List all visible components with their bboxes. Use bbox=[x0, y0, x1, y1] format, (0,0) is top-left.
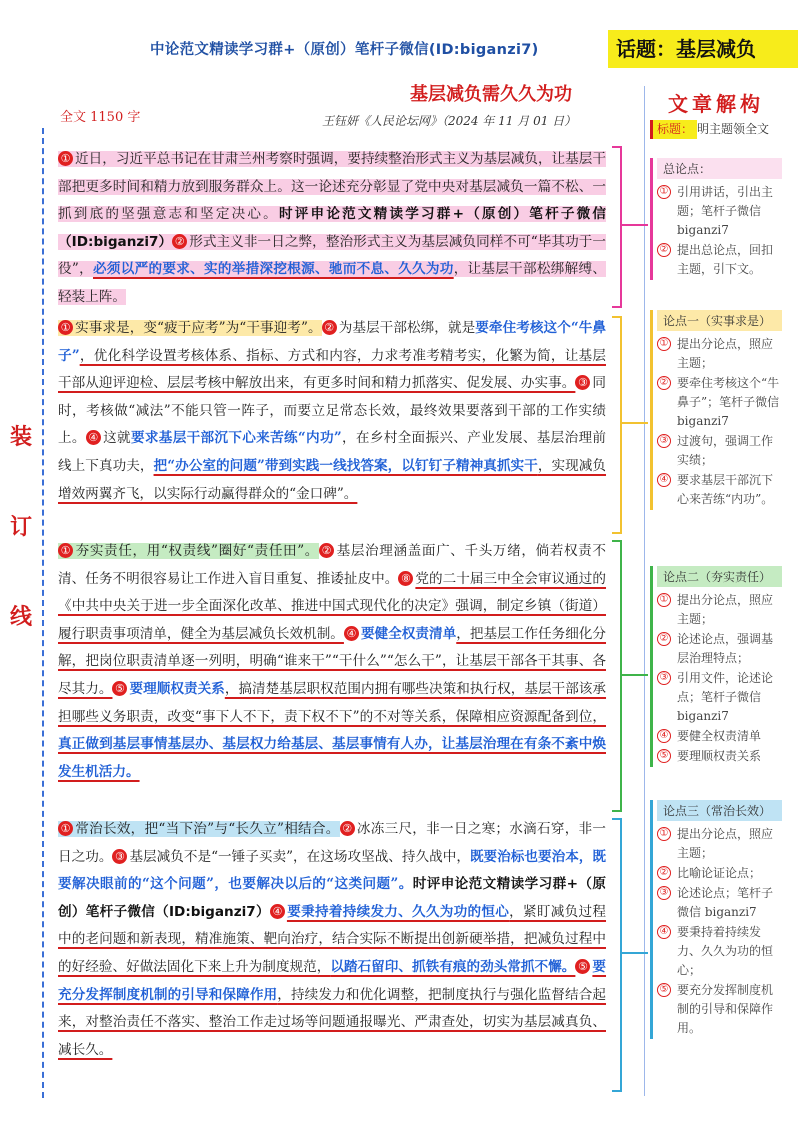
binding-char: 订 bbox=[10, 514, 33, 540]
marker: ① bbox=[58, 821, 73, 836]
marker: ⑤ bbox=[575, 959, 590, 974]
brace-pink bbox=[612, 146, 622, 308]
article-source: 王钰妍《人民论坛网》（2024 年 11 月 01 日） bbox=[322, 114, 577, 128]
marker: ② bbox=[172, 234, 187, 249]
list-item: ④ 要健全权责清单 bbox=[657, 727, 782, 746]
binding-dashed-line bbox=[42, 128, 44, 1098]
analysis-point-2: 论点二（夯实责任） ① 提出分论点，照应主题； ② 论述论点，强调基层治理特点； ③ 引用文件，论述论点；笔杆子微信 biganzi7 ④ 要健全权责清单 ⑤ 要理顺权责关系 bbox=[650, 566, 782, 767]
paragraph-4: ① 常治长效，把“当下治”与“长久立”相结合。 ② 冰冻三尺，非一日之寒；水滴石穿，非一日之功。 ③ 基层减负不是“一锤子买卖”，在这场攻坚战、持久战中，既要治标也要治本，既要解决眼前的“这个问题”，也要解决以后的“这类问题”。时评申论范文精读学习群+（原创）笔杆子微信（ID:biganzi7） ④ 要秉持着持续发力、久久为功的恒心，紧盯减负过程中的老问题和新表现，精准施策、靶向治疗，结合实际不断提出创新硬举措，把减负过程中的好经验、好做法固化下来上升为制度规范，以踏石留印、抓铁有痕的劲头常抓不懈。 ⑤ 要充分发挥制度机制的引导和保障作用，持续发力和优化调整，把制度执行与强化监督结合起来，对整治责任不落实、整治工作走过场等问题通报曝光、严肃查处，切实为基层减真负、减长久。 bbox=[58, 821, 607, 1058]
list-item: ③ 过渡句，强调工作实绩； bbox=[657, 432, 782, 470]
title-note: 标题： 明主题领全文 bbox=[650, 120, 780, 139]
list-item: ⑤ 要充分发挥制度机制的引导和保障作用。 bbox=[657, 981, 782, 1038]
paragraph-2: ① 实事求是，变“疲于应考”为“干事迎考”。 ② 为基层干部松绑，就是要牵住考核这个“牛鼻子”，优化科学设置考核体系、指标、方式和内容，力求考准考精考实，化繁为简，让基层干部从迎评迎检、层层考核中解放出来，有更多时间和精力抓落实、促发展、办实事。 ③ 同时，考核做“减法”不能只管一阵子，而要立足常态长效，最终效果要落到干部的工作实绩上。 ④ 这就要求基层干部沉下心来苦练“内功”，在乡村全面振兴、产业发展、基层治理前线上下真功夫，把“办公室的问题”带到实践一线找答案，以钉钉子精神真抓实干，实现减负增效两翼齐飞，以实际行动赢得群众的“金口碑”。 bbox=[58, 320, 607, 502]
list-item: ② 要牵住考核这个“牛鼻子”；笔杆子微信 biganzi7 bbox=[657, 374, 782, 431]
marker: ④ bbox=[344, 626, 359, 641]
marker: ② bbox=[322, 320, 337, 335]
marker: ① bbox=[58, 543, 73, 558]
bridge-yellow bbox=[622, 422, 648, 424]
list-item: ⑤ 要理顺权责关系 bbox=[657, 747, 782, 766]
analysis-point-3: 论点三（常治长效） ① 提出分论点，照应主题； ② 比喻论证论点； ③ 论述论点；笔杆子微信 biganzi7 ④ 要秉持着持续发力、久久为功的恒心； ⑤ 要充分发挥制度机制的引导和保障作用。 bbox=[650, 800, 782, 1039]
list-item: ② 提出总论点，回扣主题，引下文。 bbox=[657, 241, 782, 279]
list-item: ③ 论述论点；笔杆子微信 biganzi7 bbox=[657, 884, 782, 922]
marker: ③ bbox=[112, 849, 127, 864]
marker: ⑧ bbox=[398, 571, 413, 586]
brace-green bbox=[612, 540, 622, 812]
marker: ③ bbox=[575, 375, 590, 390]
marker: ① bbox=[58, 151, 73, 166]
list-item: ① 提出分论点，照应主题； bbox=[657, 335, 782, 373]
analysis-overall: 总论点： ① 引用讲话，引出主题；笔杆子微信 biganzi7 ② 提出总论点，回扣主题，引下文。 bbox=[650, 158, 782, 280]
brace-cyan bbox=[612, 818, 622, 1092]
header-line: 中论范文精读学习群+（原创）笔杆子微信(ID:biganzi7) bbox=[150, 42, 539, 58]
list-item: ② 比喻论证论点； bbox=[657, 864, 782, 883]
analysis-heading: 文章解构 bbox=[668, 92, 764, 116]
list-item: ④ 要秉持着持续发力、久久为功的恒心； bbox=[657, 923, 782, 980]
marker: ② bbox=[319, 543, 334, 558]
bridge-cyan bbox=[622, 952, 648, 954]
marker: ⑤ bbox=[112, 681, 127, 696]
marker: ④ bbox=[270, 904, 285, 919]
column-divider bbox=[644, 86, 645, 1096]
binding-char: 装 bbox=[10, 424, 33, 450]
brace-yellow bbox=[612, 316, 622, 534]
bridge-green bbox=[622, 674, 648, 676]
article-title: 基层减负需久久为功 bbox=[410, 84, 572, 105]
paragraph-3: ① 夯实责任，用“权责线”圈好“责任田”。 ② 基层治理涵盖面广、千头万绪，倘若权责不清、任务不明很容易让工作进入盲目重复、推诿扯皮中。 ⑧ 党的二十届三中全会审议通过的《中共中央关于进一步全面深化改革、推进中国式现代化的决定》强调，制定乡镇（街道）履行职责事项清单，健全为基层减负长效机制。 ④ 要健全权责清单，把基层工作任务细化分解，把岗位职责清单逐一列明，明确“谁来干”“干什么”“怎么干”，让基层干部各干其事、各尽其力。 ⑤ 要理顺权责关系，搞清楚基层职权范围内拥有哪些决策和执行权，基层干部该承担哪些义务职责，改变“事下人不下，责下权不下”的不对等关系，保障相应资源配备到位，真正做到基层事情基层办、基层权力给基层、基层事情有人办，让基层治理在有条不紊中焕发生机活力。 bbox=[58, 543, 607, 780]
list-item: ① 提出分论点，照应主题； bbox=[657, 591, 782, 629]
word-count: 全文 1150 字 bbox=[60, 110, 141, 125]
analysis-point-1: 论点一（实事求是） ① 提出分论点，照应主题； ② 要牵住考核这个“牛鼻子”；笔杆子微信 biganzi7 ③ 过渡句，强调工作实绩； ④ 要求基层干部沉下心来苦练“内功”。 bbox=[650, 310, 782, 510]
paragraph-1: ① 近日，习近平总书记在甘肃兰州考察时强调，要持续整治形式主义为基层减负，让基层干部把更多时间和精力放到服务群众上。这一论述充分彰显了党中央对基层减负一篇不松、一抓到底的坚强意志和坚定决心。时评申论范文精读学习群+（原创）笔杆子微信（ID:biganzi7） ② 形式主义非一日之弊，整治形式主义为基层减负同样不可“毕其功于一役”，必须以严的要求、实的举措深挖根源、驰而不息、久久为功，让基层干部松绑解缚、轻装上阵。 bbox=[58, 151, 607, 305]
list-item: ① 引用讲话，引出主题；笔杆子微信 biganzi7 bbox=[657, 183, 782, 240]
bridge-pink bbox=[622, 224, 648, 226]
list-item: ③ 引用文件，论述论点；笔杆子微信 biganzi7 bbox=[657, 669, 782, 726]
marker: ④ bbox=[86, 430, 101, 445]
marker: ① bbox=[58, 320, 73, 335]
binding-char: 线 bbox=[10, 604, 33, 630]
list-item: ① 提出分论点，照应主题； bbox=[657, 825, 782, 863]
list-item: ④ 要求基层干部沉下心来苦练“内功”。 bbox=[657, 471, 782, 509]
topic-badge: 话题：基层减负 bbox=[608, 30, 798, 68]
marker: ② bbox=[340, 821, 355, 836]
list-item: ② 论述论点，强调基层治理特点； bbox=[657, 630, 782, 668]
